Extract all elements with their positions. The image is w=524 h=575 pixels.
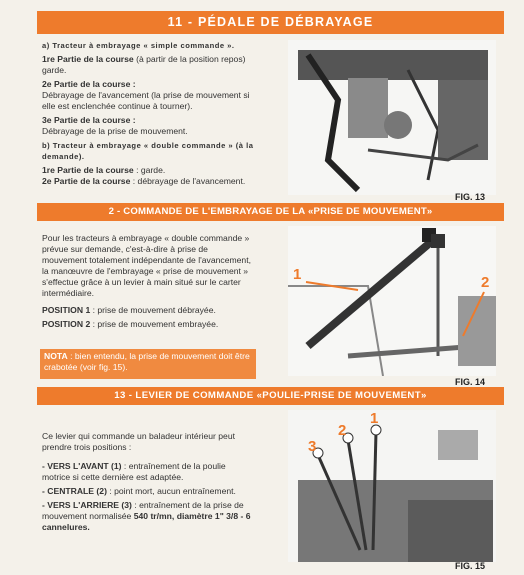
section-13-text — [42, 431, 254, 536]
sec2-intro: Pour les tracteurs à embrayage « double commande » prévue sur demande, c'est-à-dire à prise de mouvement totalement indépendante de l'avancement, la manœuvre de l'embrayage « prise de mouvement » s'effectue grâce à un levier à main situé sur le carter intermédiaire. — [42, 233, 251, 298]
sec2-position-1: POSITION 1 : prise de mouvement débrayée. — [42, 305, 216, 315]
section-11-header — [37, 11, 504, 34]
section-2-header — [37, 203, 504, 221]
section-2-text — [42, 233, 252, 333]
section-13-title: 13 - LEVIER DE COMMANDE «POULIE-PRISE DE MOUVEMENT» — [114, 390, 427, 401]
fig-13-label: FIG. 13 — [455, 192, 486, 202]
sec11-q2: 2e Partie de la course : débrayage de l'avancement. — [42, 176, 246, 186]
fig14-callout-2: 2 — [481, 274, 490, 291]
fig-14-label: FIG. 14 — [455, 377, 486, 387]
fig14-callout-1: 1 — [293, 266, 302, 283]
sec2-position-2: POSITION 2 : prise de mouvement embrayée. — [42, 319, 219, 329]
fig15-callout-3: 3 — [308, 438, 317, 455]
sec11-q1: 1re Partie de la course : garde. — [42, 165, 166, 175]
section-2-title: 2 - COMMANDE DE L'EMBRAYAGE DE LA «PRISE DE MOUVEMENT» — [108, 206, 433, 217]
figure-14-lever-illustration — [288, 226, 496, 376]
sec11-part2: 2e Partie de la course : Débrayage de l'avancement (la prise de mouvement si elle est enclenchée continue à tourner). — [42, 79, 250, 111]
sec13-intro: Ce levier qui commande un baladeur intérieur peut prendre trois positions : — [42, 431, 235, 452]
section-13-header — [37, 387, 504, 405]
sec13-rear: - VERS L'ARRIERE (3) : entraînement de la prise de mouvement normalisée 540 tr/mn, diamètre 1" 3/8 - 6 cannelures. — [42, 500, 251, 532]
sec11-b-label: b) Tracteur à embrayage « double commande » (à la demande). — [42, 141, 254, 161]
section-11-title: 11 - PÉDALE DE DÉBRAYAGE — [167, 15, 374, 29]
sec11-part1: 1re Partie de la course (à partir de la position repos) garde. — [42, 54, 246, 75]
sec11-part3: 3e Partie de la course : Débrayage de la prise de mouvement. — [42, 115, 188, 136]
sec2-note-box: NOTA : bien entendu, la prise de mouvement doit être crabotée (voir fig. 15). — [40, 349, 256, 379]
section-11-text — [42, 40, 254, 190]
sec13-forward: - VERS L'AVANT (1) : entraînement de la poulie motrice si cette dernière est adaptée. — [42, 461, 226, 482]
fig15-callout-1: 1 — [370, 410, 379, 427]
sec11-a-label: a) Tracteur à embrayage « simple commande ». — [42, 41, 235, 50]
fig15-callout-2: 2 — [338, 422, 347, 439]
sec13-center: - CENTRALE (2) : point mort, aucun entraînement. — [42, 486, 236, 496]
figure-13-pedal-illustration — [288, 40, 496, 195]
fig-15-label: FIG. 15 — [455, 561, 486, 571]
figure-15-shift-illustration — [288, 410, 496, 562]
